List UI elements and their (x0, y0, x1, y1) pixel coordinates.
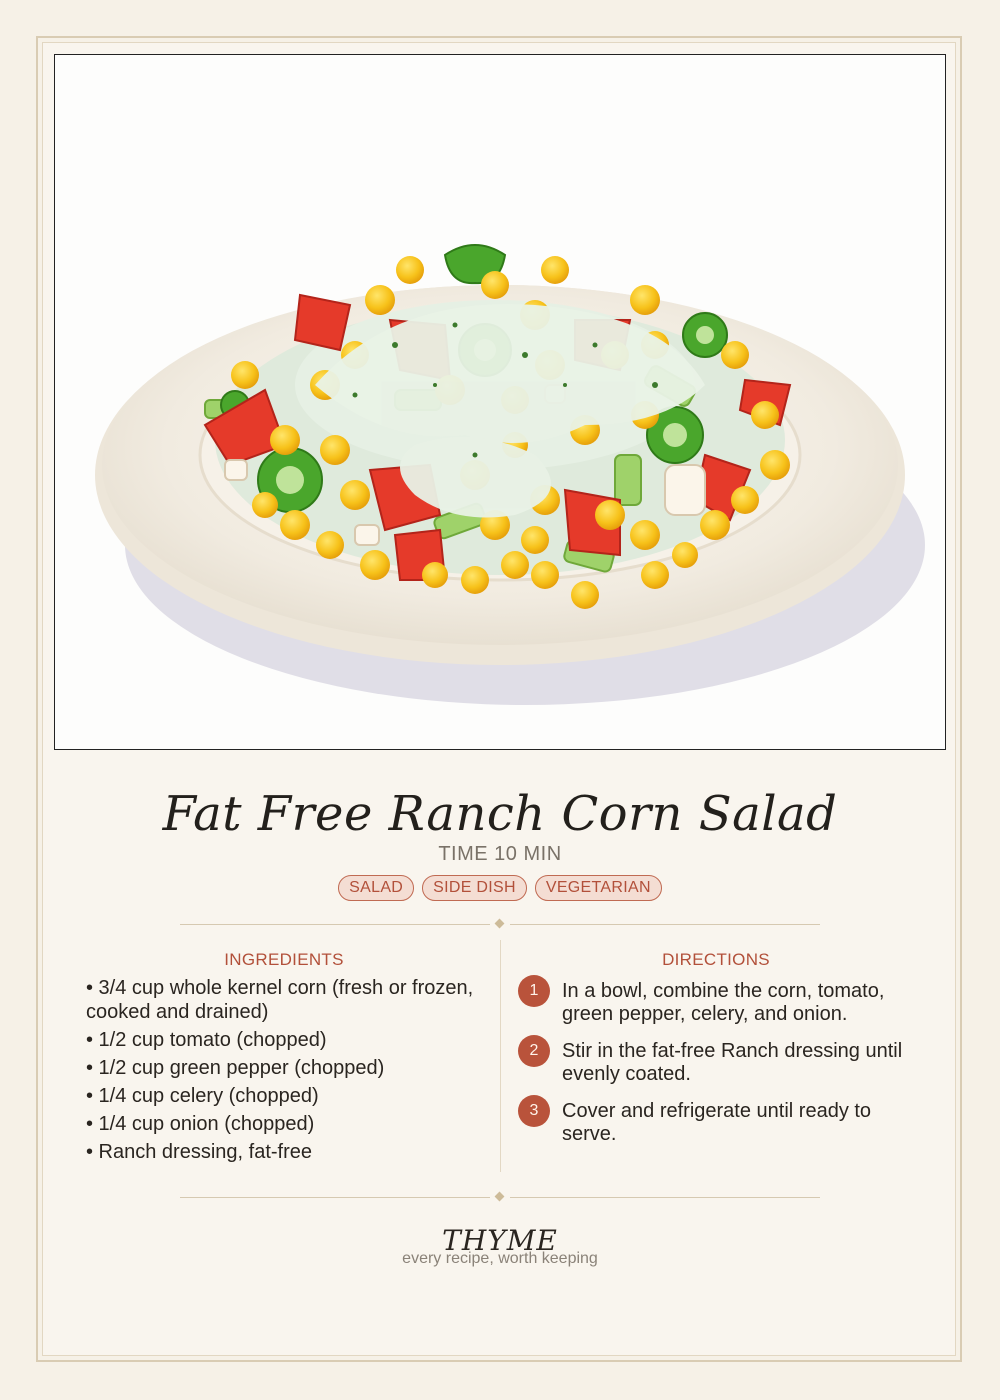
bottom-divider (180, 1191, 820, 1203)
prep-time: TIME 10 MIN (438, 843, 562, 865)
brand-tagline: every recipe, worth keeping (402, 1250, 598, 1267)
direction-step (518, 1036, 918, 1086)
tag-vegetarian[interactable]: VEGETARIAN (535, 875, 662, 901)
brand-logo-text: THYME (442, 1224, 558, 1257)
recipe-photo (54, 54, 946, 750)
step-number-badge: 2 (518, 1035, 550, 1067)
directions-heading: DIRECTIONS (662, 950, 770, 969)
direction-step (518, 1096, 918, 1146)
tag-list (0, 875, 1000, 901)
column-divider (500, 940, 501, 1172)
step-text: Cover and refrigerate until ready to serve. (562, 1100, 872, 1145)
tag-salad[interactable]: SALAD (338, 875, 414, 901)
step-text: In a bowl, combine the corn, tomato, green pepper, celery, and onion. (562, 980, 885, 1025)
top-divider (180, 918, 820, 930)
ingredient-item: • Ranch dressing, fat-free (86, 1141, 312, 1163)
step-text: Stir in the fat-free Ranch dressing until evenly coated. (562, 1040, 903, 1085)
ingredient-item: • 3/4 cup whole kernel corn (fresh or frozen, cooked and drained) (86, 977, 474, 1023)
diamond-icon (495, 1192, 505, 1202)
directions-list (518, 976, 918, 1156)
ingredients-heading: INGREDIENTS (224, 950, 344, 969)
ingredient-item: • 1/2 cup green pepper (chopped) (86, 1057, 385, 1079)
ingredient-item: • 1/2 cup tomato (chopped) (86, 1029, 327, 1051)
diamond-icon (495, 919, 505, 929)
recipe-title: Fat Free Ranch Corn Salad (162, 786, 838, 842)
salad-plate-illustration (55, 55, 945, 749)
direction-step (518, 976, 918, 1026)
ingredient-item: • 1/4 cup celery (chopped) (86, 1085, 319, 1107)
ingredient-item: • 1/4 cup onion (chopped) (86, 1113, 315, 1135)
tag-side-dish[interactable]: SIDE DISH (422, 875, 527, 901)
step-number-badge: 1 (518, 975, 550, 1007)
step-number-badge: 3 (518, 1095, 550, 1127)
ingredients-list (86, 976, 486, 1168)
